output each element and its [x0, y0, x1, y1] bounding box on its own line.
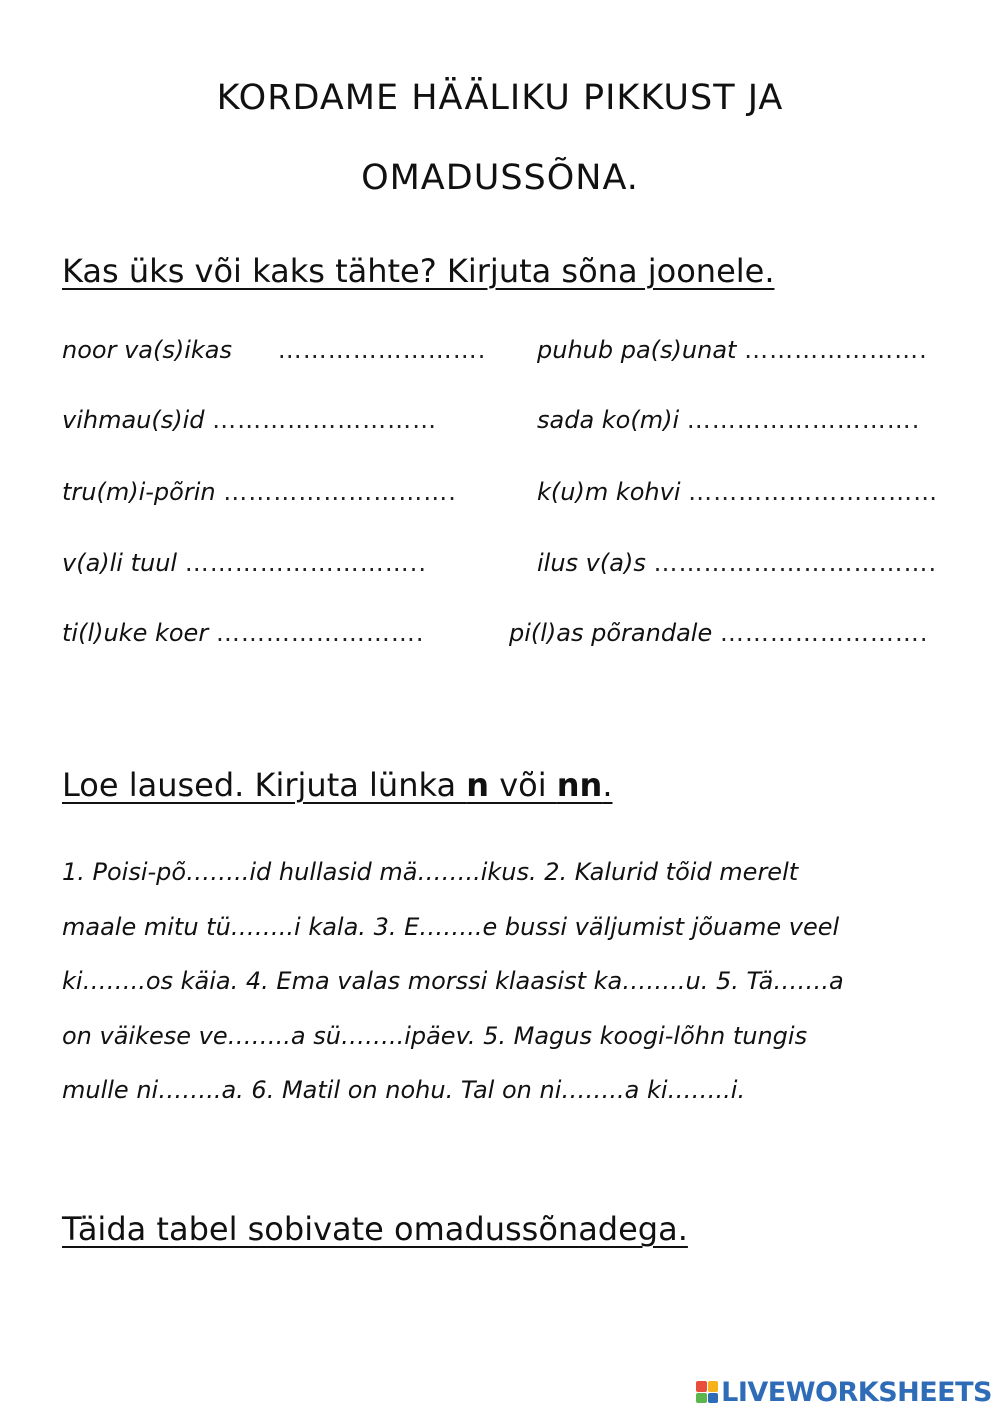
heading-bold-n: n — [466, 766, 490, 804]
word-text: puhub pa(s)unat — [537, 336, 737, 364]
sentence-line[interactable]: maale mitu tü……..i kala. 3. E……..e bussi väljumist jõuame veel — [62, 912, 840, 941]
word-item — [62, 406, 437, 434]
answer-line[interactable]: ……………………… — [212, 406, 438, 434]
heading-text: või — [489, 766, 557, 804]
word-text: v(a)li tuul — [62, 549, 178, 577]
word-item — [509, 619, 929, 647]
section-heading-n-nn — [62, 766, 613, 804]
section-heading-letters: Kas üks või kaks tähte? Kirjuta sõna joonele. — [62, 252, 775, 290]
answer-line[interactable]: …………………. — [744, 336, 928, 364]
word-text: k(u)m kohvi — [537, 478, 681, 506]
answer-line[interactable]: ………………………. — [223, 478, 457, 506]
word-item — [537, 406, 920, 434]
word-item — [537, 549, 937, 577]
answer-line[interactable]: ……………………….. — [184, 549, 428, 577]
word-text: ti(l)uke koer — [62, 619, 209, 647]
section-heading-table: Täida tabel sobivate omadussõnadega. — [62, 1210, 688, 1248]
sentence-line[interactable]: mulle ni……..a. 6. Matil on nohu. Tal on ni……..a ki……..i. — [62, 1076, 746, 1104]
heading-bold-nn: nn — [556, 766, 603, 804]
sentence-paragraph — [62, 845, 942, 1118]
answer-line[interactable]: ………………………… — [688, 478, 939, 506]
word-text: ilus v(a)s — [537, 549, 646, 577]
word-text: noor va(s)ikas — [62, 336, 232, 364]
answer-line[interactable]: ……………………. — [277, 336, 487, 364]
word-text: pi(l)as põrandale — [509, 619, 713, 647]
sentence-line[interactable]: on väikese ve……..a sü……..ipäev. 5. Magus koogi-lõhn tungis — [62, 1021, 808, 1050]
page-title-line-2: OMADUSSÕNA. — [361, 158, 639, 198]
word-item — [62, 619, 424, 647]
word-text: vihmau(s)id — [62, 406, 205, 434]
liveworksheets-icon — [696, 1381, 718, 1403]
sentence-line[interactable]: ki……..os käia. 4. Ema valas morssi klaasist ka……..u. 5. Tä…….a — [62, 967, 844, 995]
answer-line[interactable]: ………………………. — [686, 406, 921, 434]
answer-line[interactable]: ……………………………. — [653, 549, 938, 577]
word-text: tru(m)i-põrin — [62, 478, 216, 506]
word-item — [62, 549, 427, 577]
sentence-line[interactable]: 1. Poisi-põ……..id hullasid mä……..ikus. 2. Kalurid tõid merelt — [62, 858, 799, 886]
answer-line[interactable]: ……………………. — [719, 619, 929, 647]
heading-text: Loe laused. Kirjuta lünka — [62, 766, 467, 804]
word-item — [537, 336, 928, 364]
word-item — [537, 478, 938, 506]
page-title-line-1: KORDAME HÄÄLIKU PIKKUST JA — [216, 78, 784, 118]
word-item — [62, 478, 457, 506]
heading-text: . — [602, 766, 613, 804]
logo-text: LIVEWORKSHEETS — [721, 1376, 992, 1408]
liveworksheets-logo — [696, 1377, 992, 1407]
answer-line[interactable]: ……………………. — [215, 619, 425, 647]
word-text: sada ko(m)i — [537, 406, 680, 434]
word-item — [62, 336, 486, 364]
